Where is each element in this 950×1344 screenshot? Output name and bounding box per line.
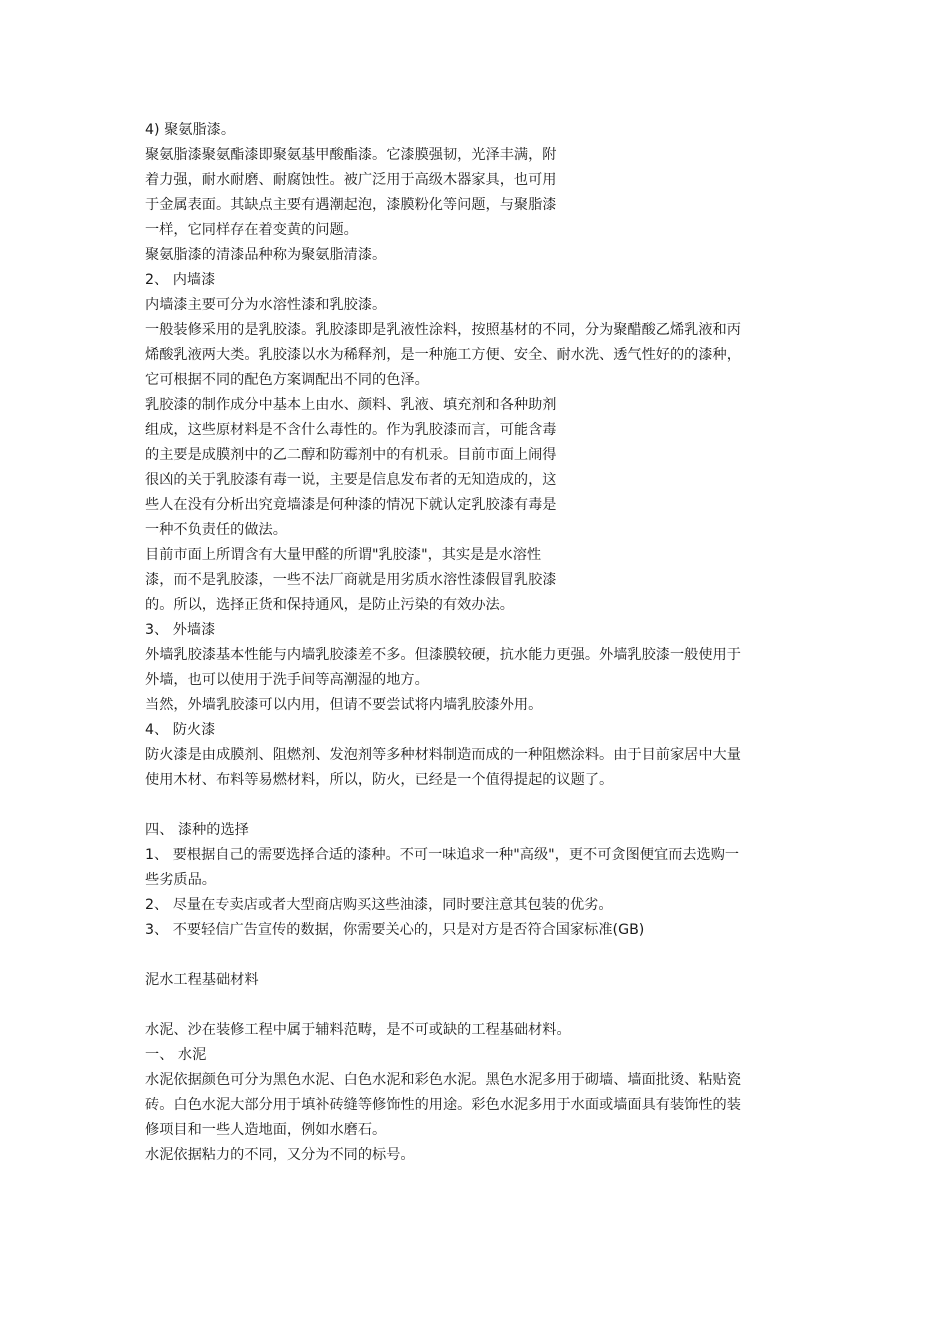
text-line: 漆，而不是乳胶漆，一些不法厂商就是用劣质水溶性漆假冒乳胶漆 <box>145 572 557 588</box>
text-line: 水泥依据颜色可分为黑色水泥、白色水泥和彩色水泥。黑色水泥多用于砌墙、墙面批烫、粘贴瓷 <box>145 1072 741 1088</box>
text-line: 目前市面上所谓含有大量甲醛的所谓"乳胶漆"，其实是是水溶性 <box>145 547 542 563</box>
text-line: 水泥、沙在装修工程中属于辅料范畴，是不可或缺的工程基础材料。 <box>145 1022 571 1038</box>
text-line: 砖。白色水泥大部分用于填补砖缝等修饰性的用途。彩色水泥多用于水面或墙面具有装饰性的装 <box>145 1097 741 1113</box>
text-line: 外墙乳胶漆基本性能与内墙乳胶漆差不多。但漆膜较硬，抗水能力更强。外墙乳胶漆一般使用于 <box>145 647 741 663</box>
text-line: 聚氨脂漆的清漆品种称为聚氨脂清漆。 <box>145 247 387 263</box>
text-line: 些劣质品。 <box>145 872 216 888</box>
section-heading: 一、 水泥 <box>145 1047 207 1063</box>
text-line: 一样，它同样存在着变黄的问题。 <box>145 222 358 238</box>
text-line: 使用木材、布料等易燃材料，所以，防火，已经是一个值得提起的议题了。 <box>145 772 614 788</box>
section-title: 泥水工程基础材料 <box>145 972 259 988</box>
text-line: 的主要是成膜剂中的乙二醇和防霉剂中的有机汞。目前市面上闹得 <box>145 447 557 463</box>
text-line: 些人在没有分析出究竟墙漆是何种漆的情况下就认定乳胶漆有毒是 <box>145 497 557 513</box>
text-line: 于金属表面。其缺点主要有遇潮起泡，漆膜粉化等问题，与聚脂漆 <box>145 197 557 213</box>
text-line: 外墙，也可以使用于洗手间等高潮湿的地方。 <box>145 672 429 688</box>
text-line: 当然，外墙乳胶漆可以内用，但请不要尝试将内墙乳胶漆外用。 <box>145 697 543 713</box>
blank-line <box>145 993 810 1018</box>
text-line: 它可根据不同的配色方案调配出不同的色泽。 <box>145 372 429 388</box>
text-line: 着力强，耐水耐磨、耐腐蚀性。被广泛用于高级木器家具，也可用 <box>145 172 557 188</box>
blank-line <box>145 793 810 818</box>
document-body <box>145 118 810 1168</box>
text-line: 修项目和一些人造地面，例如水磨石。 <box>145 1122 387 1138</box>
section-heading: 2、 内墙漆 <box>145 272 216 288</box>
text-line: 4) 聚氨脂漆。 <box>145 122 236 138</box>
text-line: 3、 不要轻信广告宣传的数据，你需要关心的，只是对方是否符合国家标准(GB) <box>145 922 645 938</box>
text-line: 防火漆是由成膜剂、阻燃剂、发泡剂等多种材料制造而成的一种阻燃涂料。由于目前家居中大量 <box>145 747 741 763</box>
text-line: 一般装修采用的是乳胶漆。乳胶漆即是乳液性涂料，按照基材的不同，分为聚醋酸乙烯乳液和丙 <box>145 322 741 338</box>
text-line: 乳胶漆的制作成分中基本上由水、颜料、乳液、填充剂和各种助剂 <box>145 397 557 413</box>
text-line: 的。所以，选择正货和保持通风，是防止污染的有效办法。 <box>145 597 514 613</box>
text-line: 内墙漆主要可分为水溶性漆和乳胶漆。 <box>145 297 387 313</box>
text-line: 烯酸乳液两大类。乳胶漆以水为稀释剂，是一种施工方便、安全、耐水洗、透气性好的的漆种， <box>145 347 741 363</box>
text-line: 组成，这些原材料是不含什么毒性的。作为乳胶漆而言，可能含毒 <box>145 422 557 438</box>
text-line: 聚氨脂漆聚氨酯漆即聚氨基甲酸酯漆。它漆膜强韧，光泽丰满，附 <box>145 147 557 163</box>
section-heading: 3、 外墙漆 <box>145 622 216 638</box>
section-heading: 四、 漆种的选择 <box>145 822 249 838</box>
text-line: 2、 尽量在专卖店或者大型商店购买这些油漆，同时要注意其包装的优劣。 <box>145 897 613 913</box>
text-line: 水泥依据粘力的不同，又分为不同的标号。 <box>145 1147 415 1163</box>
text-line: 一种不负责任的做法。 <box>145 522 287 538</box>
text-line: 1、 要根据自己的需要选择合适的漆种。不可一味追求一种"高级"，更不可贪图便宜而去选购一 <box>145 847 740 863</box>
text-line: 很凶的关于乳胶漆有毒一说，主要是信息发布者的无知造成的，这 <box>145 472 557 488</box>
section-heading: 4、 防火漆 <box>145 722 216 738</box>
blank-line <box>145 943 810 968</box>
